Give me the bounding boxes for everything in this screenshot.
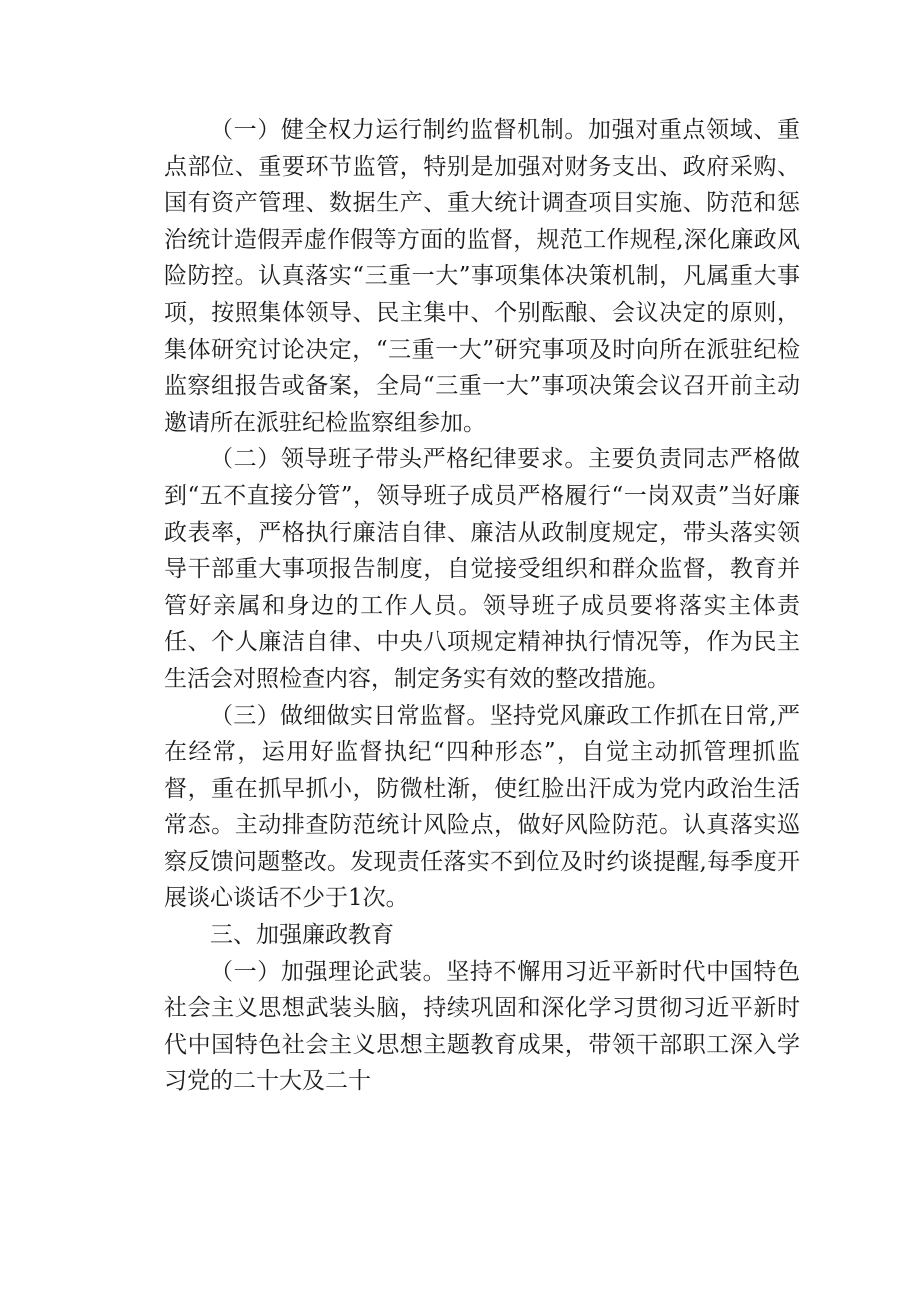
paragraph-theory-arming: （一）加强理论武装。坚持不懈用习近平新时代中国特色社会主义思想武装头脑，持续巩固和深化学习贯彻习近平新时代中国特色社会主义思想主题教育成果，带领干部职工深入学习党的二十大及二十 <box>164 958 800 1095</box>
document-body <box>164 112 800 1100</box>
paragraph-power-supervision: （一）健全权力运行制约监督机制。加强对重点领域、重点部位、重要环节监管，特别是加强对财务支出、政府采购、国有资产管理、数据生产、重大统计调查项目实施、防范和惩治统计造假弄虚作假等方面的监督，规范工作规程,深化廉政风险防控。认真落实“三重一大”事项集体决策机制，凡属重大事项，按照集体领导、民主集中、个别酝酿、会议决定的原则，集体研究讨论决定，“三重一大”研究事项及时向所在派驻纪检监察组报告或备案，全局“三重一大”事项决策会议召开前主动邀请所在派驻纪检监察组参加。 <box>164 117 800 436</box>
paragraph-daily-supervision: （三）做细做实日常监督。坚持党风廉政工作抓在日常,严在经常，运用好监督执纪“四种形态”，自觉主动抓管理抓监督，重在抓早抓小，防微杜渐，使红脸出汗成为党内政治生活常态。主动排查防范统计风险点，做好风险防范。认真落实巡察反馈问题整改。发现责任落实不到位及时约谈提醒,每季度开展谈心谈话不少于1次。 <box>164 702 800 912</box>
section-heading-integrity-education: 三、加强廉政教育 <box>210 922 394 949</box>
paragraph-leadership-discipline: （二）领导班子带头严格纪律要求。主要负责同志严格做到“五不直接分管”，领导班子成员严格履行“一岗双责”当好廉政表率，严格执行廉洁自律、廉洁从政制度规定，带头落实领导干部重大事项报告制度，自觉接受组织和群众监督，教育并管好亲属和身边的工作人员。领导班子成员要将落实主体责任、个人廉洁自律、中央八项规定精神执行情况等，作为民主生活会对照检查内容，制定务实有效的整改措施。 <box>164 446 800 692</box>
